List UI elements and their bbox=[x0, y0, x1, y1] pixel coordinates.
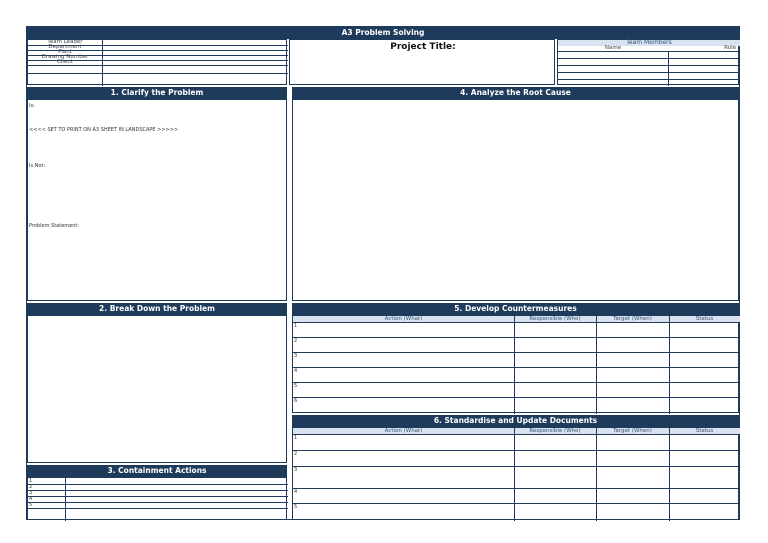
sd-row-num: 1 bbox=[294, 435, 298, 441]
team-name-col: Name bbox=[604, 45, 622, 51]
a3-sheet bbox=[26, 26, 740, 520]
containment-row-num: 2 bbox=[29, 484, 33, 490]
sd-col-action: Action (What) bbox=[293, 428, 514, 434]
is-label: Is: bbox=[29, 103, 35, 109]
cm-col-target: Target (When) bbox=[596, 316, 669, 322]
section-4-header: 4. Analyze the Root Cause bbox=[292, 87, 739, 99]
cm-row-num: 4 bbox=[294, 368, 298, 374]
sd-col-status: Status bbox=[669, 428, 740, 434]
field-team-leader: Team Leader bbox=[47, 39, 83, 45]
cm-row-num: 3 bbox=[294, 353, 298, 359]
team-members-title: Team Members bbox=[558, 40, 740, 46]
containment-row-num: 1 bbox=[29, 478, 33, 484]
sd-row-num: 5 bbox=[294, 504, 298, 510]
cm-col-status: Status bbox=[669, 316, 740, 322]
clarify-panel[interactable] bbox=[27, 99, 287, 301]
containment-row-num: 3 bbox=[29, 490, 33, 496]
field-client: Client bbox=[57, 59, 73, 65]
section-2-header: 2. Break Down the Problem bbox=[27, 303, 287, 315]
containment-row-num: 4 bbox=[29, 496, 33, 502]
team-members-table bbox=[557, 39, 739, 85]
section-1-header: 1. Clarify the Problem bbox=[27, 87, 287, 99]
project-title-label: Project Title: bbox=[390, 42, 456, 52]
cm-col-action: Action (What) bbox=[293, 316, 514, 322]
is-not-label: Is Not: bbox=[29, 163, 46, 169]
field-department: Department bbox=[48, 44, 82, 50]
field-drawing-number: Drawing Number bbox=[41, 54, 89, 60]
cm-row-num: 2 bbox=[294, 338, 298, 344]
project-title-box[interactable] bbox=[289, 39, 555, 85]
team-role-col: Role bbox=[724, 45, 736, 51]
section-6-header: 6. Standardise and Update Documents bbox=[292, 415, 739, 427]
sd-col-target: Target (When) bbox=[596, 428, 669, 434]
containment-table bbox=[27, 477, 287, 520]
header-fields-table bbox=[27, 39, 287, 85]
section-5-header: 5. Develop Countermeasures bbox=[292, 303, 739, 315]
print-note: <<<< SET TO PRINT ON A3 SHEET IN LANDSCAPE >>>>> bbox=[29, 127, 179, 133]
cm-col-responsible: Responsible (Who) bbox=[514, 316, 596, 322]
breakdown-panel[interactable] bbox=[27, 315, 287, 463]
sheet-title: A3 Problem Solving bbox=[27, 27, 739, 39]
problem-statement-label: Problem Statement: bbox=[29, 223, 80, 229]
sd-col-responsible: Responsible (Who) bbox=[514, 428, 596, 434]
countermeasures-table bbox=[292, 315, 739, 413]
root-cause-panel[interactable] bbox=[292, 99, 739, 301]
containment-row-num: 5 bbox=[29, 502, 33, 508]
standardise-table bbox=[292, 427, 739, 520]
sd-row-num: 3 bbox=[294, 467, 298, 473]
sd-row-num: 4 bbox=[294, 489, 298, 495]
sd-row-num: 2 bbox=[294, 451, 298, 457]
cm-row-num: 6 bbox=[294, 398, 298, 404]
cm-row-num: 5 bbox=[294, 383, 298, 389]
field-plant: Plant bbox=[58, 49, 72, 55]
cm-row-num: 1 bbox=[294, 323, 298, 329]
section-3-header: 3. Containment Actions bbox=[27, 465, 287, 477]
